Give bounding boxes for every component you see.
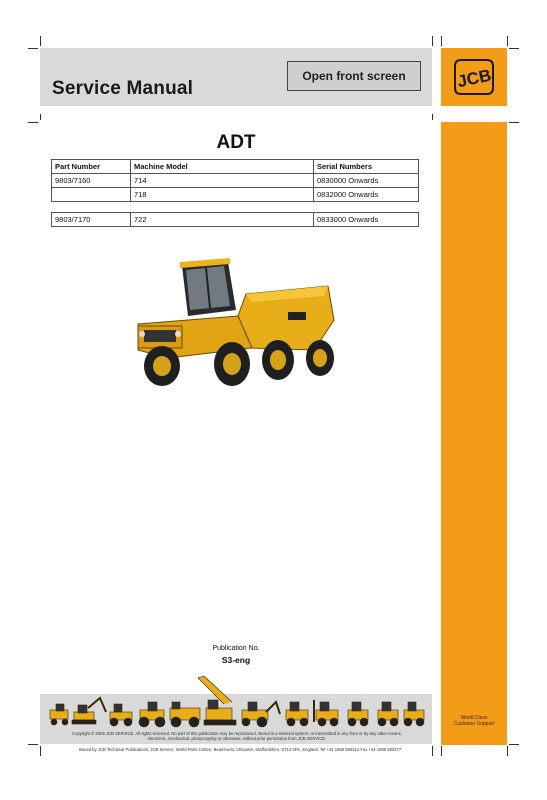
- cell-part-number: 9803/7160: [52, 174, 131, 188]
- crop-mark: [28, 744, 38, 745]
- tagline-line1: World Class: [460, 715, 488, 721]
- crop-mark: [509, 48, 519, 49]
- parts-table: [51, 159, 419, 202]
- machine-range-image: [48, 672, 428, 730]
- publication-code: S3-eng: [221, 655, 251, 665]
- crop-mark: [507, 36, 508, 46]
- cell-machine-model: 722: [131, 213, 314, 227]
- cell-part-number: 9803/7170: [52, 213, 131, 227]
- crop-mark: [432, 36, 433, 46]
- crop-mark: [28, 122, 38, 123]
- crop-mark: [507, 746, 508, 756]
- crop-mark: [40, 36, 41, 46]
- page-title: Service Manual: [52, 78, 194, 99]
- open-front-screen-button[interactable]: Open front screen: [287, 61, 421, 91]
- tagline-line2: Customer Support: [453, 721, 495, 727]
- crop-mark: [509, 122, 519, 123]
- table-header-row: [52, 160, 419, 174]
- crop-mark: [441, 746, 442, 756]
- cell-serial-number: 0832000 Onwards: [314, 188, 419, 202]
- crop-mark: [441, 36, 442, 46]
- table-row: [52, 188, 419, 202]
- orange-sidebar: [441, 122, 507, 745]
- cell-machine-model: 718: [131, 188, 314, 202]
- header-part-number: Part Number: [52, 160, 131, 174]
- jcb-logo-text: JCB: [455, 65, 493, 92]
- crop-mark: [28, 48, 38, 49]
- crop-mark: [432, 114, 433, 120]
- publication-label: Publication No.: [212, 645, 260, 652]
- table-row: [52, 213, 419, 227]
- crop-mark: [509, 744, 519, 745]
- adt-machine-image: [128, 254, 338, 394]
- copyright-notice: [48, 731, 426, 741]
- cell-serial-number: 0833000 Onwards: [314, 213, 419, 227]
- header-serial-numbers: Serial Numbers: [314, 160, 419, 174]
- parts-table-2: [51, 212, 419, 227]
- copyright-line2: electronic, mechanical, photocopying or otherwise, without prior permission from JCB SERVICE.: [147, 736, 327, 741]
- cell-machine-model: 714: [131, 174, 314, 188]
- header-machine-model: Machine Model: [131, 160, 314, 174]
- issued-by-line: Issued by JCB Technical Publications, JCB Service, World Parts Centre, Beamhurst, Uttoxeter, Staffordshire, ST14 5PA, England. Tel +44 1889 590312 Fax +44 1889 593377: [78, 747, 402, 752]
- copyright-line1: Copyright © 2004 JCB SERVICE. All rights reserved. No part of this publication may be reproduced, stored in a retrieval system, or transmitted in any form or by any other means,: [72, 731, 402, 736]
- cell-part-number: [52, 188, 131, 202]
- jcb-logo: [451, 56, 497, 98]
- model-title: ADT: [216, 132, 256, 153]
- tagline: [441, 715, 507, 727]
- crop-mark: [40, 114, 41, 120]
- table-row: [52, 174, 419, 188]
- cell-serial-number: 0830000 Onwards: [314, 174, 419, 188]
